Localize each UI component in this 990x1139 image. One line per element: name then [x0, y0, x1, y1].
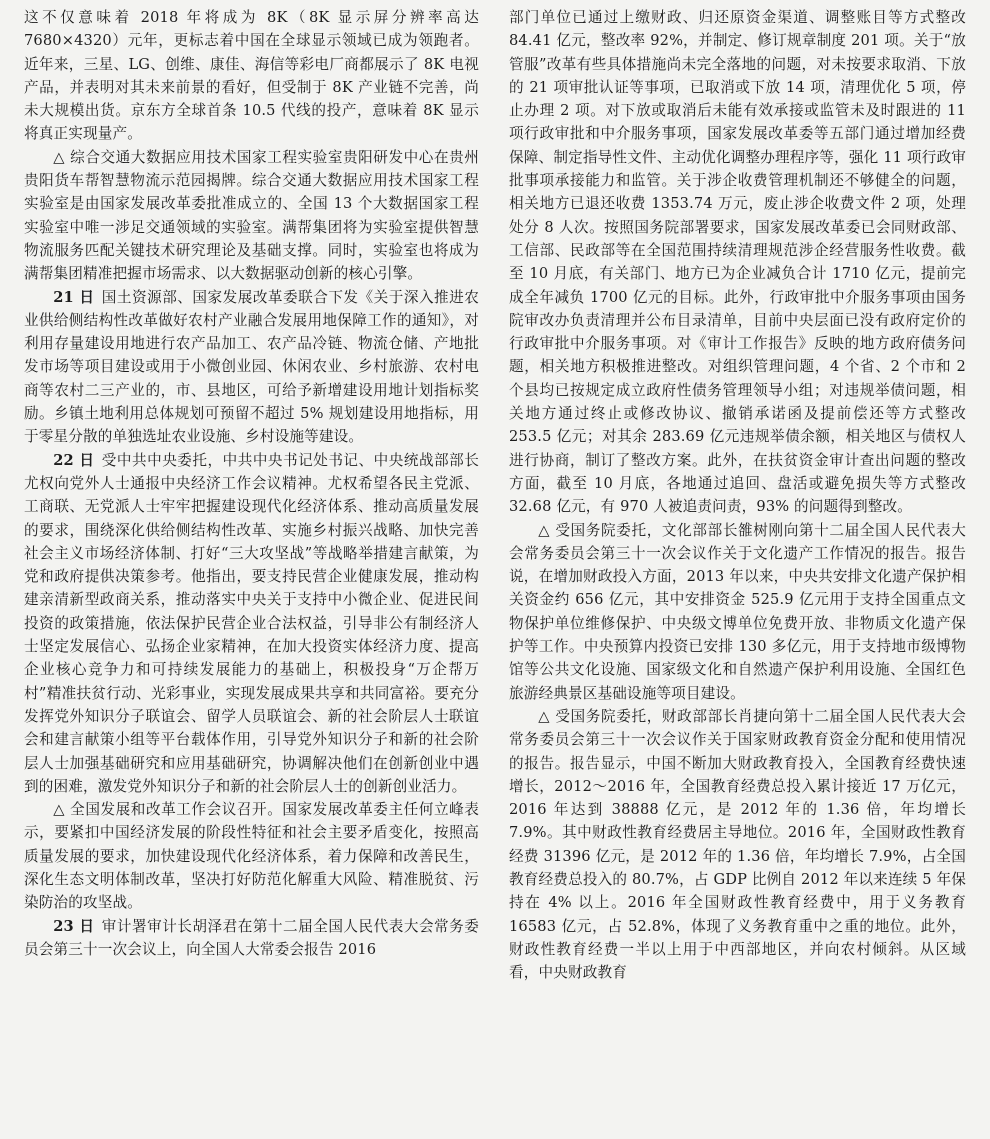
entry-date: 23 日 — [53, 917, 95, 935]
paragraph-audit-rectification: 部门单位已通过上缴财政、归还原资金渠道、调整账目等方式整改 84.41 亿元，整改率 92%，并制定、修订规章制度 201 项。关于“放管服”改革有些具体措施尚未完全落地的问题，对未按要求取消、下放的 21 项审批认证等事项，已取消或下放 14 项，清理优化 5 项，停止办理 2 项。对下放或取消后未能有效承接或监管未及时跟进的 11 项行政审批和中介服务事项，国家发展改革委等五部门通过增加经费保障、制定指导性文件、主动优化调整办理程序等，强化 11 项行政审批事项承接能力和监管。关于涉企收费管理机制还不够健全的问题，相关地方已退还收费 1353.74 万元，废止涉企收费文件 2 项，处理处分 8 人次。按照国务院部署要求，国家发展改革委已会同财政部、工信部、民政部等在全国范围持续清理规范涉企经营服务性收费。截至 10 月底，有关部门、地方已为企业减负合计 1710 亿元，提前完成全年减负 1700 亿元的目标。此外，行政审批中介服务事项由国务院审改办负责清理并公布目录清单，目前中央层面已没有政府定价的行政审批中介服务事项。对《审计工作报告》反映的地方政府债务问题，相关地方积极推进整改。对组织管理问题，4 个省、2 个市和 2 个县均已按规定成立政府性债务管理领导小组；对违规举债问题，相关地方通过终止或修改协议、撤销承诺函及提前偿还等方式整改 253.5 亿元；对其余 283.69 亿元违规举债余额，相关地区与债权人进行协商，制订了整改方案。此外，在扶贫资金审计查出问题的整改方面，截至 10 月底，各地通过追回、盘活或避免损失等方式整改 32.68 亿元，有 970 人被追责问责，93% 的问题得到整改。 — [509, 9, 966, 516]
paragraph-cultural-heritage-report: △ 受国务院委托，文化部部长雒树刚向第十二届全国人民代表大会常务委员会第三十一次会议作关于文化遗产工作情况的报告。报告说，在增加财政投入方面，2013 年以来，中央共安排文化遗产保护相关资金约 656 亿元，其中安排资金 525.9 亿元用于支持全国重点文物保护单位维修保护、中央级文博单位免费开放、非物质文化遗产保护等工作。中央预算内投资已安排 130 多亿元，用于支持地市级博物馆等公共文化设施、国家级文化和自然遗产保护利用设施、全国红色旅游经典景区基础设施等项目建设。 — [509, 521, 966, 702]
paragraph-audit-report: 23 日 审计署审计长胡泽君在第十二届全国人民代表大会常务委员会第三十一次会议上，向全国人大常委会报告 2016 — [24, 917, 479, 958]
paragraph-united-front-briefing: 22 日 受中共中央委托，中共中央书记处书记、中央统战部部长尤权向党外人士通报中央经济工作会议精神。尤权希望各民主党派、工商联、无党派人士牢牢把握建设现代化经济体系、推动高质量发展的要求，围绕深化供给侧结构性改革、实施乡村振兴战略、加快完善社会主义市场经济体制、打好“三大攻坚战”等战略举措建言献策，为党和政府提供决策参考。他指出，要支持民营企业健康发展，推动构建亲清新型政商关系，推动落实中央关于支持中小微企业、促进民间投资的政策措施，依法保护民营企业合法权益，引导非公有制经济人士坚定发展信心、弘扬企业家精神，在加大投资实体经济力度、提高企业核心竞争力和可持续发展能力的基础上，积极投身“万企帮万村”精准扶贫行动、光彩事业，实现发展成果共享和共同富裕。要充分发挥党外知识分子联谊会、留学人员联谊会、新的社会阶层人士联谊会和建言献策小组等平台载体作用，引导党外知识分子和新的社会阶层人士加强基础研究和应用基础研究，协调解决他们在创新创业中遇到的困难，激发党外知识分子和新的社会阶层人士的创新创业活力。 — [24, 451, 479, 795]
paragraph-transport-bigdata-lab: △ 综合交通大数据应用技术国家工程实验室贵阳研发中心在贵州贵阳货车帮智慧物流示范园揭牌。综合交通大数据应用技术国家工程实验室是由国家发展改革委批准成立的、全国 13 个大数据国家工程实验室中唯一涉足交通领域的实验室。满帮集团将为实验室提供智慧物流服务匹配关键技术研究理论及基础支撑。同时，实验室也将成为满帮集团精准把握市场需求、以大数据驱动创新的核心引擎。 — [24, 148, 479, 283]
left-column — [24, 6, 479, 961]
entry-date: 21 日 — [53, 288, 95, 306]
paragraph-land-use-notice: 21 日 国土资源部、国家发展改革委联合下发《关于深入推进农业供给侧结构性改革做好农村产业融合发展用地保障工作的通知》，对利用存量建设用地进行农产品加工、农产品冷链、物流仓储、产地批发市场等项目建设或用于小微创业园、休闲农业、乡村旅游、农村电商等农村二三产业的，市、县地区，可给予新增建设用地计划指标奖励。乡镇土地利用总体规划可预留不超过 5% 规划建设用地指标，用于零星分散的单独选址农业设施、乡村设施等建设。 — [24, 288, 479, 446]
paragraph-8k-display: 这不仅意味着 2018 年将成为 8K（8K 显示屏分辨率高达 7680×4320）元年，更标志着中国在全球显示领域已成为领跑者。近年来，三星、LG、创维、康佳、海信等彩电厂商都展示了 8K 电视产品，并表明对其未来前景的看好，但受制于 8K 产业链不完善，尚未大规模出货。京东方全球首条 10.5 代线的投产，意味着 8K 显示将真正实现量产。 — [24, 9, 479, 143]
paragraph-ndrc-work-conference: △ 全国发展和改革工作会议召开。国家发展改革委主任何立峰表示，要紧扣中国经济发展的阶段性特征和社会主要矛盾变化，按照高质量发展的要求，加快建设现代化经济体系，着力保障和改善民生，深化生态文明体制改革，坚决打好防范化解重大风险、精准脱贫、污染防治的攻坚战。 — [24, 801, 479, 912]
paragraph-education-funding-report: △ 受国务院委托，财政部部长肖捷向第十二届全国人民代表大会常务委员会第三十一次会议作关于国家财政教育资金分配和使用情况的报告。报告显示，中国不断加大财政教育投入，全国教育经费快速增长，2012～2016 年，全国教育经费总投入累计接近 17 万亿元，2016 年达到 38888 亿元，是 2012 年的 1.36 倍，年均增长 7.9%。其中财政性教育经费居主导地位。2016 年，全国财政性教育经费 31396 亿元，是 2012 年的 1.36 倍，年均增长 7.9%，占全国教育经费总投入的 80.7%，占 GDP 比例自 2012 年以来连续 5 年保持在 4% 以上。2016 年全国财政性教育经费中，用于义务教育 16583 亿元，占 52.8%，体现了义务教育重中之重的地位。此外，财政性教育经费一半以上用于中西部地区，并向农村倾斜。从区域看，中央财政教育 — [509, 707, 966, 982]
right-column — [509, 6, 966, 984]
entry-date: 22 日 — [53, 451, 95, 469]
